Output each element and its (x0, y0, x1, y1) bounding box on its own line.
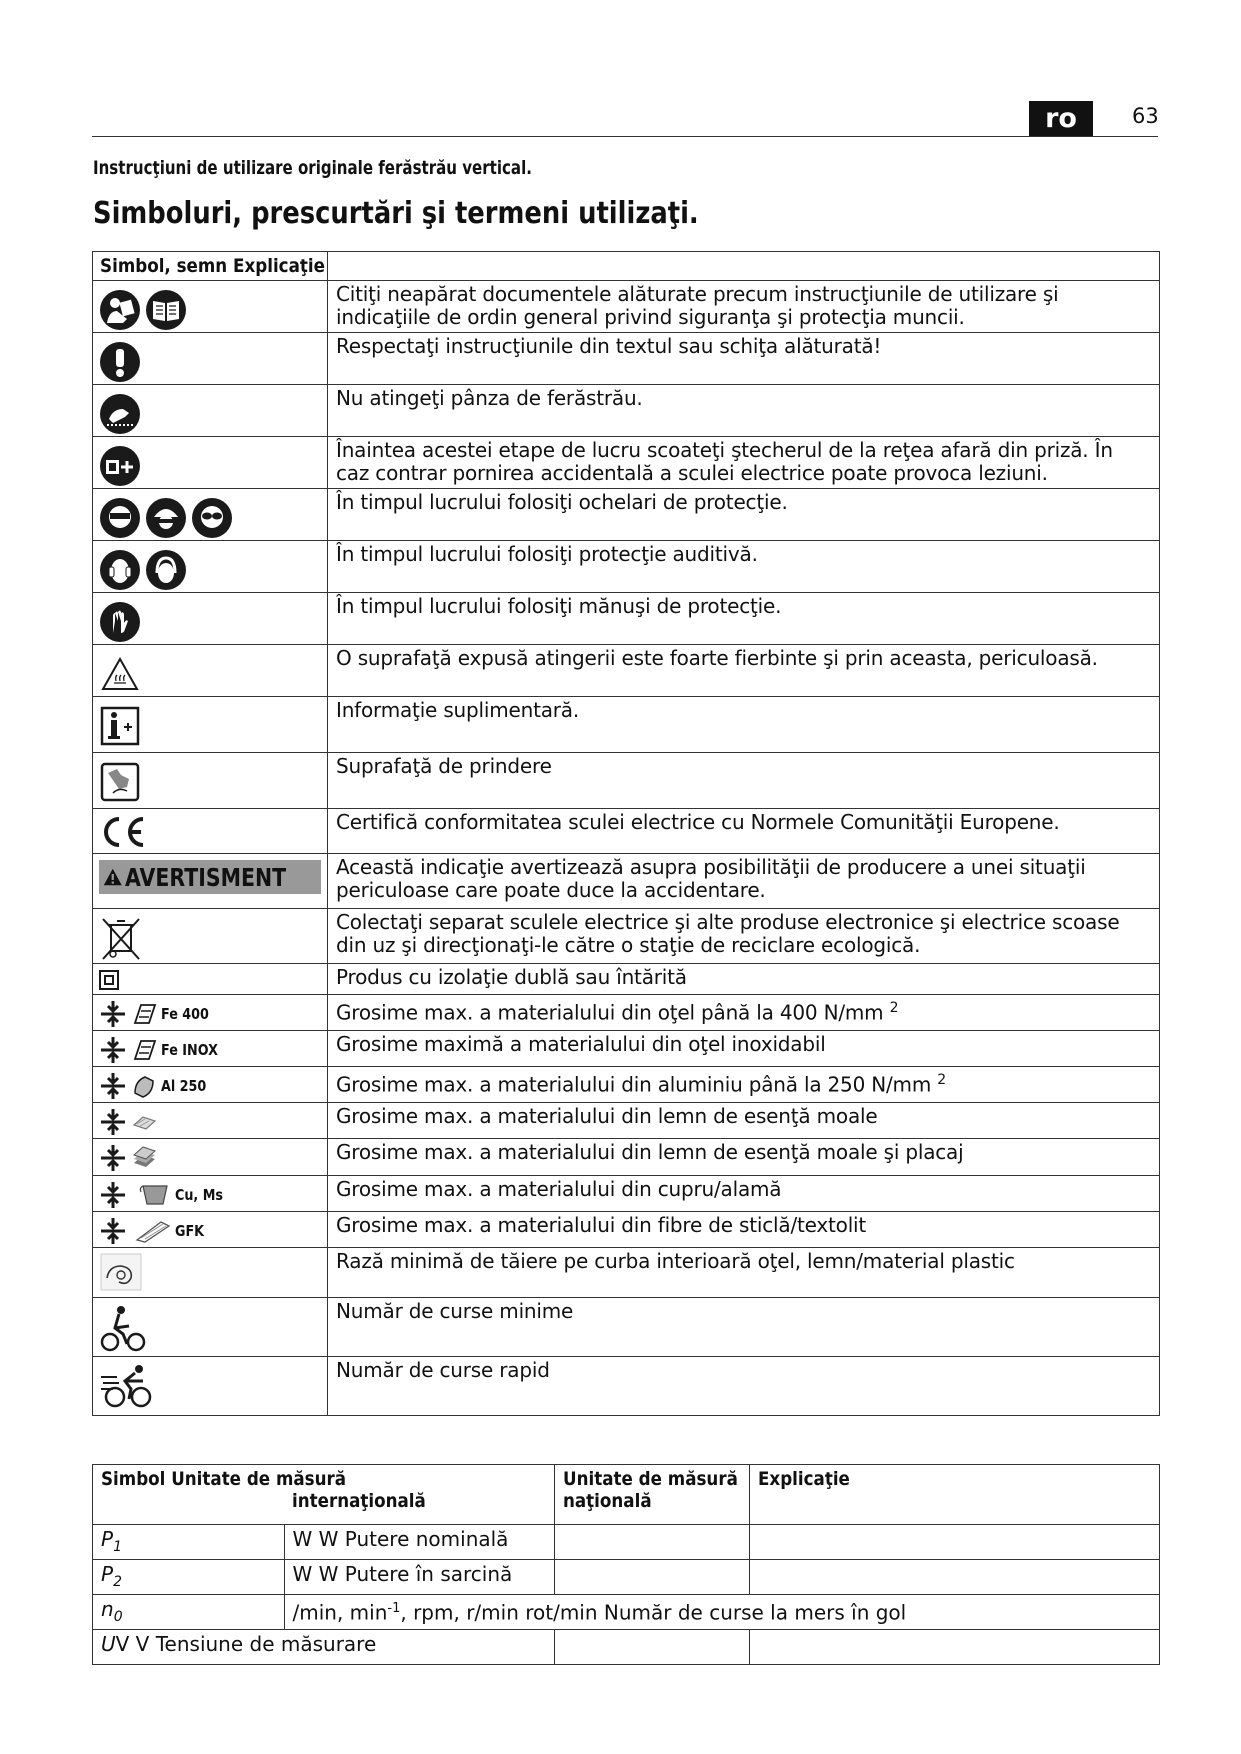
table-row: $n_0$ /min, $\min^{-1}$, rpm, r/min rot/min Număr de curse la mers în gol (93, 1595, 1160, 1630)
cut-radius-icon (99, 1252, 143, 1292)
table-row: O suprafaţă expusă atingerii este foarte fierbinte şi prin aceasta, periculoasă. (93, 645, 1160, 697)
grip-surface-icon (99, 761, 141, 803)
table-row: Citiţi neapărat documentele alăturate precum instrucţiunile de utilizare şi indicaţiile de ordin general privind siguranţa şi protecţia muncii. (93, 281, 1160, 333)
table-row: Număr de curse rapid (93, 1357, 1160, 1416)
table-row: Colectaţi separat sculele electrice şi alte produse electronice şi electrice scoase din uz şi direcţionaţi-le către o staţie de reciclare ecologică. (93, 909, 1160, 964)
table-row: AVERTISMENT Această indicaţie avertizează asupra posibilităţii de producere a unei situaţii periculoase care poate duce la accidentare. (93, 854, 1160, 909)
table-row: În timpul lucrului folosiţi protecţie auditivă. (93, 541, 1160, 593)
table-row: UV V Tensiune de măsurare (93, 1630, 1160, 1665)
table-row: Nu atingeţi pânza de ferăstrău. (93, 385, 1160, 437)
table-row: Suprafaţă de prindere (93, 753, 1160, 809)
safety-helmet-icon (145, 497, 187, 539)
material-label: Fe INOX (161, 1041, 218, 1059)
read-manual-icon (99, 289, 141, 331)
document-subtitle: Instrucţiuni de utilizare originale ferăstrău vertical. (93, 157, 532, 179)
material-label: Cu, Ms (175, 1186, 223, 1204)
thickness-icon (99, 1037, 127, 1063)
material-label: Al 250 (161, 1077, 207, 1095)
slow-cyclist-icon (99, 1304, 149, 1352)
table-row: Al 250 Grosime max. a materialului din aluminiu până la 250 N/mm $^2$ (93, 1067, 1160, 1103)
table-row: Grosime max. a materialului din lemn de esenţă moale (93, 1103, 1160, 1139)
info-icon (99, 705, 141, 747)
warning-triangle-icon (103, 865, 123, 889)
section-title: Simboluri, prescurtări şi termeni utilizaţi. (93, 196, 699, 231)
language-badge: ro (1029, 101, 1093, 136)
do-not-touch-blade-icon (99, 393, 141, 435)
page-number: 63 (1132, 104, 1159, 128)
steel-icon (131, 1001, 157, 1027)
unplug-icon (99, 445, 141, 487)
table-row: Număr de curse minime (93, 1298, 1160, 1357)
safety-goggles-icon (191, 497, 233, 539)
table-row: $P_2$ W W Putere în sarcină (93, 1560, 1160, 1595)
warning-exclamation-icon (99, 341, 141, 383)
symbols-table-header: Simbol, semn Explicaţie (100, 255, 325, 277)
aluminium-icon (131, 1073, 157, 1099)
table-row: Fe 400 Grosime max. a materialului din oţel până la 400 N/mm $^2$ (93, 995, 1160, 1031)
hot-surface-icon (99, 653, 141, 695)
table-row: GFK Grosime max. a materialului din fibre de sticlă/textolit (93, 1212, 1160, 1248)
stainless-icon (131, 1037, 157, 1063)
weee-bin-icon (99, 915, 143, 961)
header-rule (92, 136, 1158, 137)
table-row: Certifică conformitatea sculei electrice cu Normele Comunităţii Europene. (93, 809, 1160, 854)
table-row: Cu, Ms Grosime max. a materialului din cupru/alamă (93, 1176, 1160, 1212)
table-row: Înaintea acestei etape de lucru scoateţi ştecherul de la reţea afară din priză. În caz contrar pornirea accidentală a sculei electrice poate provoca leziuni. (93, 437, 1160, 489)
face-shield-icon (99, 497, 141, 539)
softwood-icon (131, 1109, 157, 1135)
table-row: Grosime max. a materialului din lemn de esenţă moale şi placaj (93, 1139, 1160, 1176)
thickness-icon (99, 1001, 127, 1027)
table-row: Fe INOX Grosime maximă a materialului din oţel inoxidabil (93, 1031, 1160, 1067)
material-label: Fe 400 (161, 1005, 209, 1023)
table-row: $P_1$ W W Putere nominală (93, 1525, 1160, 1560)
ce-mark-icon (99, 815, 149, 849)
table-row: Produs cu izolaţie dublă sau întărită (93, 964, 1160, 995)
units-table-header: Simbol Unitate de măsură internaţională Unitate de măsură naţională Explicaţie (93, 1465, 1160, 1525)
table-row: În timpul lucrului folosiţi ochelari de protecţie. (93, 489, 1160, 541)
thickness-icon (99, 1182, 127, 1208)
thickness-icon (99, 1218, 127, 1244)
gloves-icon (99, 601, 141, 643)
material-label: GFK (175, 1222, 205, 1240)
warning-banner-label: AVERTISMENT (124, 862, 286, 892)
thickness-icon (99, 1109, 127, 1135)
fibreglass-icon (131, 1218, 171, 1244)
ear-muffs-icon (99, 549, 141, 591)
warning-banner (99, 860, 321, 894)
copper-icon (131, 1182, 171, 1208)
thickness-icon (99, 1145, 127, 1171)
table-row: Respectaţi instrucţiunile din textul sau schiţa alăturată! (93, 333, 1160, 385)
table-row: Informaţie suplimentară. (93, 697, 1160, 753)
fast-cyclist-icon (99, 1363, 155, 1409)
table-row: Rază minimă de tăiere pe curba interioară oţel, lemn/material plastic (93, 1248, 1160, 1298)
table-row: În timpul lucrului folosiţi mănuşi de protecţie. (93, 593, 1160, 645)
plywood-icon (131, 1145, 157, 1171)
thickness-icon (99, 1073, 127, 1099)
ear-protection-icon (145, 549, 187, 591)
units-table (92, 1464, 1160, 1665)
symbols-table (92, 251, 1160, 1416)
double-insulation-icon (99, 970, 119, 990)
manual-book-icon (145, 289, 187, 331)
